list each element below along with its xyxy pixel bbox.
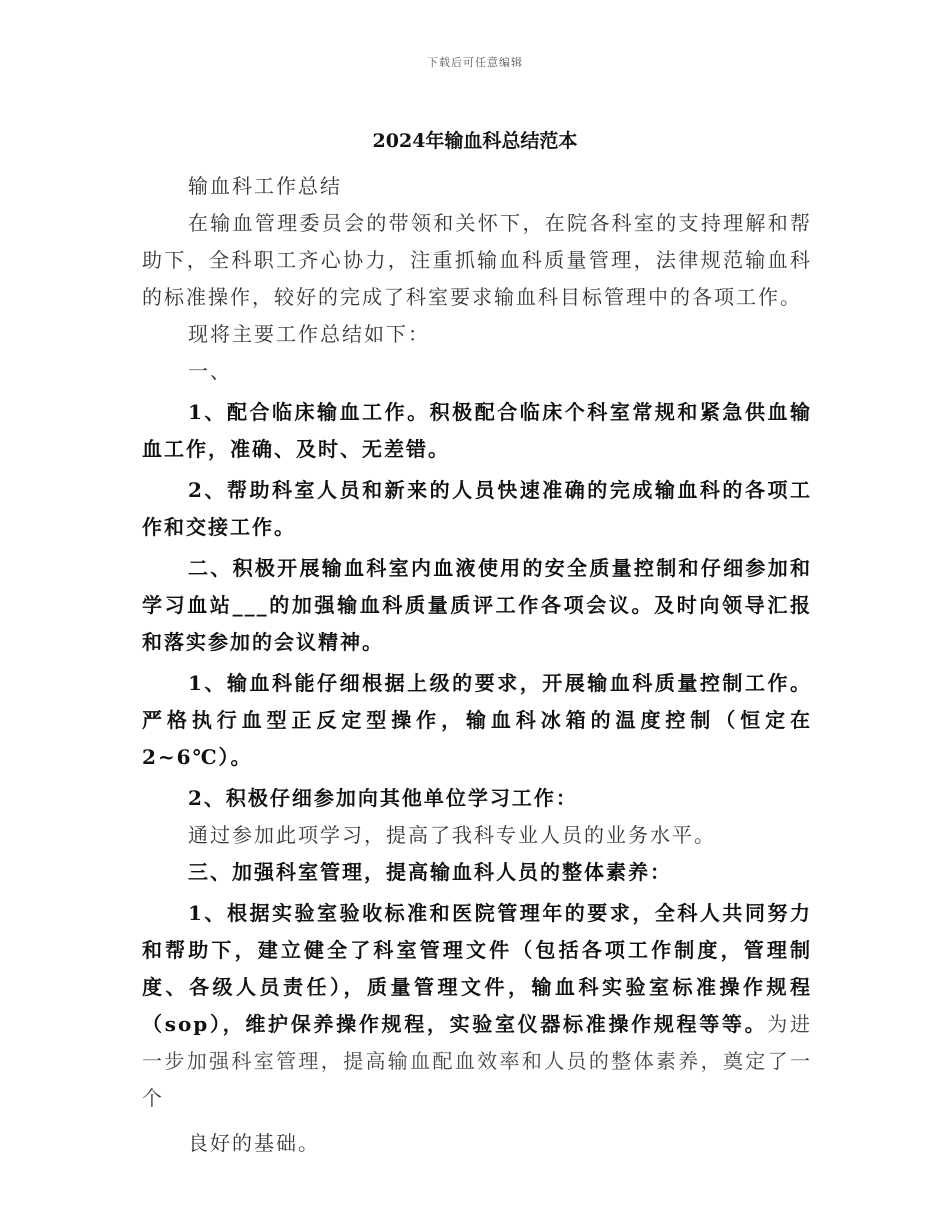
document-title: 2024年输血科总结范本 — [372, 130, 578, 152]
paragraph-item-3-1-bold: 1、根据实验室验收标准和医院管理年的要求，全科人共同努力和帮助下，建立健全了科室管理文件（包括各项工作制度，管理制度、各级人员责任），质量管理文件，输血科实验室标准操作规程（sop），维护保养操作规程，实验室仪器标准操作规程等等。 — [142, 901, 812, 1036]
paragraph-item-2-2: 2、积极仔细参加向其他单位学习工作： — [188, 786, 578, 810]
document-body — [142, 168, 812, 1162]
paragraph-item-3-1-plain: 为进一步加强科室管理，提高输血配血效率和人员的整体素养，奠定了一个 — [142, 1012, 812, 1110]
paragraph-intro: 在输血管理委员会的带领和关怀下，在院各科室的支持理解和帮助下，全科职工齐心协力，注重抓输血科质量管理，法律规范输血科的标准操作，较好的完成了科室要求输血科目标管理中的各项工作。 — [142, 211, 812, 309]
paragraph-summary-lead: 现将主要工作总结如下： — [188, 322, 430, 346]
header-note: 下载后可任意编辑 — [427, 56, 523, 69]
paragraph-part-three: 三、加强科室管理，提高输血科人员的整体素养： — [188, 860, 672, 884]
paragraph-closing: 良好的基础。 — [188, 1131, 320, 1155]
paragraph-item-1-1: 1、配合临床输血工作。积极配合临床个科室常规和紧急供血输血工作，准确、及时、无差错。 — [142, 400, 812, 461]
paragraph-study-result: 通过参加此项学习，提高了我科专业人员的业务水平。 — [188, 823, 716, 847]
paragraph-item-1-2: 2、帮助科室人员和新来的人员快速准确的完成输血科的各项工作和交接工作。 — [142, 478, 812, 539]
paragraph-item-3-1 — [142, 895, 812, 1117]
paragraph-item-2-1: 1、输血科能仔细根据上级的要求，开展输血科质量控制工作。严格执行血型正反定型操作，输血科冰箱的温度控制（恒定在2~6℃）。 — [142, 671, 812, 769]
paragraph-part-two: 二、积极开展输血科室内血液使用的安全质量控制和仔细参加和学习血站___的加强输血科质量质评工作各项会议。及时向领导汇报和落实参加的会议精神。 — [142, 556, 812, 654]
paragraph-part-one: 一、 — [188, 359, 232, 383]
paragraph-section-heading: 输血科工作总结 — [188, 174, 342, 198]
